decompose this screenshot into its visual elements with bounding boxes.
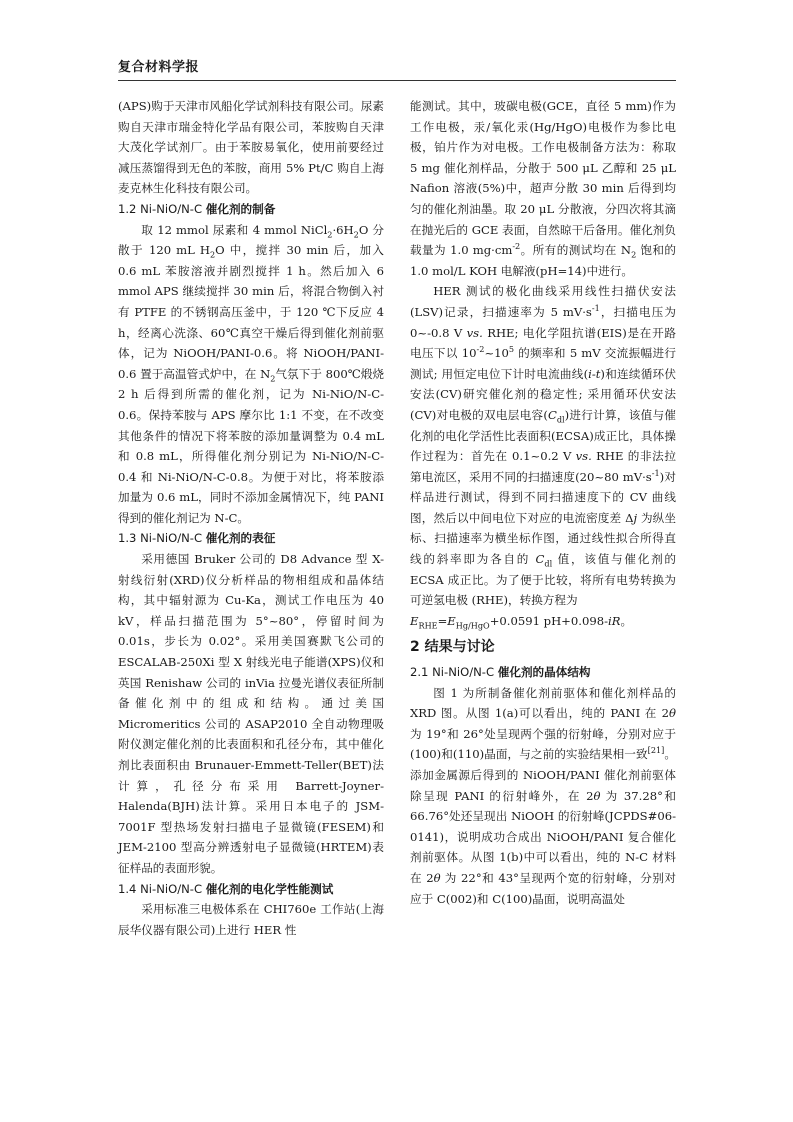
journal-header: 复合材料学报 bbox=[118, 60, 200, 75]
paragraph-characterization: 采用德国 Bruker 公司的 D8 Advance 型 X-射线衍射(XRD)仪分析样品的物相组成和晶体结构，其中辐射源为 Cu-Ka，测试工作电压为 40 kV，样品扫描范围为 5°~80°，停留时间为 0.01s，步长为 0.02°。采用美国赛默飞公司的 ESCALAB-250Xi 型 X 射线光电子能谱(XPS)仪和英国 Renishaw 公司的 inVia 拉曼光谱仪表征所制备催化剂中的组成和结构。通过美国 Micromeritics 公司的 ASAP2010 全自动物理吸附仪测定催化剂的比表面积和孔径分布，其中催化剂比表面积由 Brunauer-Emmett-Teller(BET)法计算，孔径分布采用 Barrett-Joyner-Halenda(BJH)法计算。采用日本电子的 JSM-7001F 型热场发射扫描电子显微镜(FESEM)和 JEM-2100 型高分辨透射电子显微镜(HRTEM)表征样品的表面形貌。 bbox=[118, 552, 384, 875]
paragraph-materials: (APS)购于天津市风船化学试剂科技有限公司。尿素购自天津市瑞金特化学品有限公司，苯胺购自天津大茂化学试剂厂。由于苯胺易氧化，使用前要经过减压蒸馏得到无色的苯胺，商用 5% Pt/C 购自上海麦克林生化科技有限公司。 bbox=[118, 99, 384, 196]
conversion-equation: $E_{RHE}=E_{Hg/HgO}+0.0591$ pH+0.098-iR。 bbox=[410, 613, 633, 631]
paragraph-electrode-prep: 能测试。其中，玻碳电极(GCE，直径 5 mm)作为工作电极，汞/氧化汞(Hg/HgO)电极作为参比电极，铂片作为对电极。工作电极制备方法为：称取 5 mg 催化剂样品，分散于 500 μL 乙醇和 25 μL Nafion 溶液(5%)中，超声分散 30 min 后得到均匀的催化剂油墨。取 20 μL 分散液，分四次将其滴在抛光后的 GCE 表面，自然晾干后备用。催化剂负载量为 1.0 $mg\cdot cm^{-2}$。所有的测试均在 $N_2$ 饱和的 1.0 mol/L KOH 电解液(pH=14)中进行。 bbox=[410, 99, 676, 278]
paragraph-xrd: 图 1 为所制备催化剂前驱体和催化剂样品的 XRD 图。从图 1(a)可以看出，纯的 PANI 在 2θ 为 19°和 26°处呈现两个强的衍射峰，分别对应于(100)和(110)晶面，与之前的实验结果相一致[21]。添加金属源后得到的 NiOOH/PANI 催化剂前驱体除呈现 PANI 的衍射峰外，在 2θ 为 37.28°和 66.76°处还呈现出 NiOOH 的衍射峰(JCPDS#06-0141)，说明成功合成出 NiOOH/PANI 复合催化剂前驱体。从图 1(b)中可以看出，纯的 N-C 材料在 2θ 为 22°和 43°呈现两个宽的衍射峰，分别对应于 C(002)和 C(100)晶面，说明高温处 bbox=[410, 685, 677, 906]
section-1-4-heading: 1.4 Ni-NiO/N-C 催化剂的电化学性能测试 bbox=[118, 881, 334, 896]
left-column bbox=[118, 96, 384, 940]
section-1-3-heading: 1.3 Ni-NiO/N-C 催化剂的表征 bbox=[118, 531, 276, 546]
paragraph-her-test: HER 测试的极化曲线采用线性扫描伏安法(LSV)记录，扫描速率为 5 $mV\cdot s^{-1}$，扫描电压为 0~-0.8 V vs. RHE; 电化学阻抗谱(EIS)是在开路电压下以 $10^{-2}\sim 10^5$ 的频率和 5 mV 交流振幅进行测试; 用恒定电位下计时电流曲线(i-t)和连续循环伏安法(CV)研究催化剂的稳定性; 采用循环伏安法(CV)对电极的双电层电容$(C_{dl})$进行计算，该值与催化剂的电化学活性比表面积(ECSA)成正比，具体操作过程为：首先在 0.1~0.2 V vs. RHE 的非法拉第电流区，采用不同的扫描速度(20~80 $mV\cdot s^{-1}$)对样品进行测试，得到不同扫描速度下的 CV 曲线图，然后以中间电位下对应的电流密度差 Δj 为纵坐标、扫描速率为横坐标作图，通过线性拟合所得直线的斜率即为各自的 $C_{dl}$ 值，该值与催化剂的 ECSA 成正比。为了便于比较，将所有电势转换为可逆氢电极 (RHE)，转换方程为 bbox=[410, 284, 677, 608]
header-rule bbox=[118, 80, 676, 81]
paragraph-electrochem-start: 采用标准三电极体系在 CHI760e 工作站(上海辰华仪器有限公司)上进行 HER 性 bbox=[118, 902, 384, 937]
section-1-2-heading: 1.2 Ni-NiO/N-C 催化剂的制备 bbox=[118, 201, 276, 216]
section-2-heading: 2 结果与讨论 bbox=[410, 639, 495, 656]
paragraph-preparation: 取 12 mmol 尿素和 4 mmol $NiCl_2\cdot 6H_2O$ 分散于 120 mL $H_2O$ 中，搅拌 30 min 后，加入 0.6 mL 苯胺溶液并剧烈搅拌 1 h。然后加入 6 mmol APS 继续搅拌 30 min 后，将混合物倒入衬有 PTFE 的不锈钢高压釜中，于 120 ℃下反应 4 h，经离心洗涤、60℃真空干燥后得到催化剂前驱体，记为 NiOOH/PANI-0.6。将 NiOOH/PANI-0.6 置于高温管式炉中，在 $N_2$气氛下于 800℃煅烧 2 h 后得到所需的催化剂，记为 Ni-NiO/N-C-0.6。保持苯胺与 APS 摩尔比 1:1 不变，在不改变其他条件的情况下将苯胺的添加量调整为 0.4 mL 和 0.8 mL，所得催化剂分别记为 Ni-NiO/N-C-0.4 和 Ni-NiO/N-C-0.8。为便于对比，将苯胺添加量为 0.6 mL，同时不添加金属情况下，纯 PANI 得到的催化剂记为 N-C。 bbox=[118, 222, 384, 525]
section-2-1-heading: 2.1 Ni-NiO/N-C 催化剂的晶体结构 bbox=[410, 665, 591, 680]
right-column bbox=[410, 96, 676, 909]
